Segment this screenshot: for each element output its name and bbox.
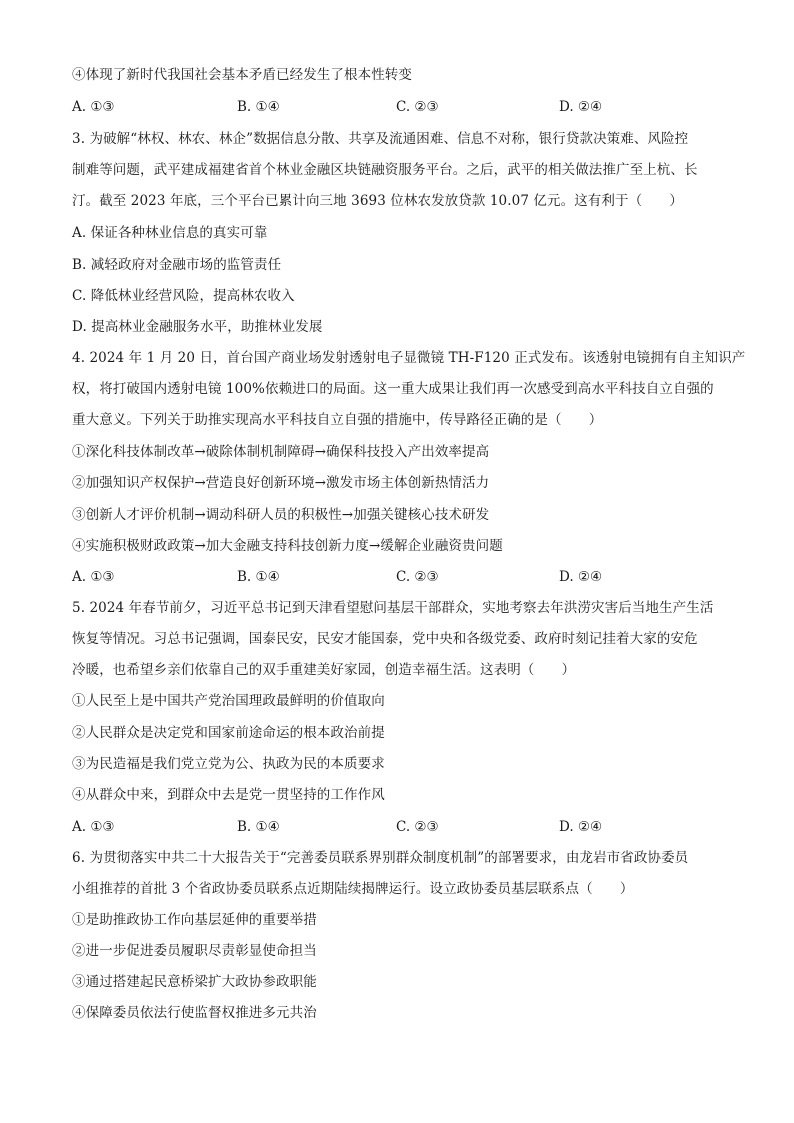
q2-options	[72, 97, 752, 117]
q3-option-b: B. 减轻政府对金融市场的监管责任	[72, 257, 282, 273]
q3-stem-line-2: 制难等问题，武平建成福建省首个林业金融区块链融资服务平台。之后，武平的相关做法推广至上杭、长	[72, 162, 698, 178]
q4-option-b: B. ①④	[237, 569, 280, 585]
q5-item-4: ④从群众中来，到群众中去是党一贯坚持的工作作风	[72, 787, 385, 803]
q4-stem-line-2: 权，将打破国内透射电镜 100%依赖进口的局面。这一重大成果让我们再一次感受到高水平科技自立自强的	[72, 381, 714, 397]
q3-stem-line-3: 汀。截至 2023 年底，三个平台已累计向三地 3693 位林农发放贷款 10.07 亿元。这有利于（ ）	[72, 193, 684, 209]
q5-stem-line-3: 冷暖，也希望乡亲们依靠自己的双手重建美好家园，创造幸福生活。这表明（ ）	[72, 662, 576, 678]
q6-item-1: ①是助推政协工作向基层延伸的重要举措	[72, 912, 317, 928]
q4-item-4: ④实施积极财政政策→加大金融支持科技创新力度→缓解企业融资贵问题	[72, 538, 503, 554]
q5-option-d: D. ②④	[559, 819, 603, 835]
q6-item-4: ④保障委员依法行使监督权推进多元共治	[72, 1005, 317, 1021]
q2-option-b: B. ①④	[237, 99, 280, 115]
q5-option-c: C. ②③	[396, 819, 439, 835]
q5-option-b: B. ①④	[237, 819, 280, 835]
q5-option-a: A. ①③	[72, 819, 115, 835]
q4-option-a: A. ①③	[72, 569, 115, 585]
q5-options	[72, 817, 752, 837]
q5-item-1: ①人民至上是中国共产党治国理政最鲜明的价值取向	[72, 693, 385, 709]
q3-stem-line-1: 3. 为破解“林权、林农、林企”数据信息分散、共享及流通困难、信息不对称，银行贷款决策难、风险控	[72, 131, 689, 147]
q6-item-3: ③通过搭建起民意桥梁扩大政协参政职能	[72, 974, 317, 990]
q5-item-2: ②人民群众是决定党和国家前途命运的根本政治前提	[72, 725, 385, 741]
q3-option-c: C. 降低林业经营风险，提高林农收入	[72, 288, 295, 304]
q5-stem-line-2: 恢复等情况。习总书记强调，国泰民安，民安才能国泰，党中央和各级党委、政府时刻记挂着大家的安危	[72, 631, 698, 647]
q4-options	[72, 567, 752, 587]
q4-item-2: ②加强知识产权保护→营造良好创新环境→激发市场主体创新热情活力	[72, 475, 490, 491]
q5-item-3: ③为民造福是我们党立党为公、执政为民的本质要求	[72, 756, 385, 772]
q2-option-a: A. ①③	[72, 99, 115, 115]
q3-option-d: D. 提高林业金融服务水平，助推林业发展	[72, 319, 323, 335]
q6-item-2: ②进一步促进委员履职尽责彰显使命担当	[72, 943, 317, 959]
q4-option-c: C. ②③	[396, 569, 439, 585]
q6-stem-line-2: 小组推荐的首批 3 个省政协委员联系点近期陆续揭牌运行。设立政协委员基层联系点（ ）	[72, 881, 634, 897]
q4-stem-line-3: 重大意义。下列关于助推实现高水平科技自立自强的措施中，传导路径正确的是（ ）	[72, 412, 603, 428]
q2-option-c: C. ②③	[396, 99, 439, 115]
q4-item-3: ③创新人才评价机制→调动科研人员的积极性→加强关键核心技术研发	[72, 507, 490, 523]
q4-stem-line-1: 4. 2024 年 1 月 20 日，首台国产商业场发射透射电子显微镜 TH-F120 正式发布。该透射电镜拥有自主知识产	[72, 350, 746, 366]
q2-option-d: D. ②④	[559, 99, 603, 115]
q5-stem-line-1: 5. 2024 年春节前夕，习近平总书记到天津看望慰问基层干部群众，实地考察去年洪涝灾害后当地生产生活	[72, 600, 714, 616]
q2-item-4: ④体现了新时代我国社会基本矛盾已经发生了根本性转变	[72, 67, 412, 83]
q4-option-d: D. ②④	[559, 569, 603, 585]
q4-item-1: ①深化科技体制改革→破除体制机制障碍→确保科技投入产出效率提高	[72, 444, 490, 460]
q6-stem-line-1: 6. 为贯彻落实中共二十大报告关于“完善委员联系界别群众制度机制”的部署要求，由龙岩市省政协委员	[72, 850, 689, 866]
q3-option-a: A. 保证各种林业信息的真实可靠	[72, 225, 268, 241]
